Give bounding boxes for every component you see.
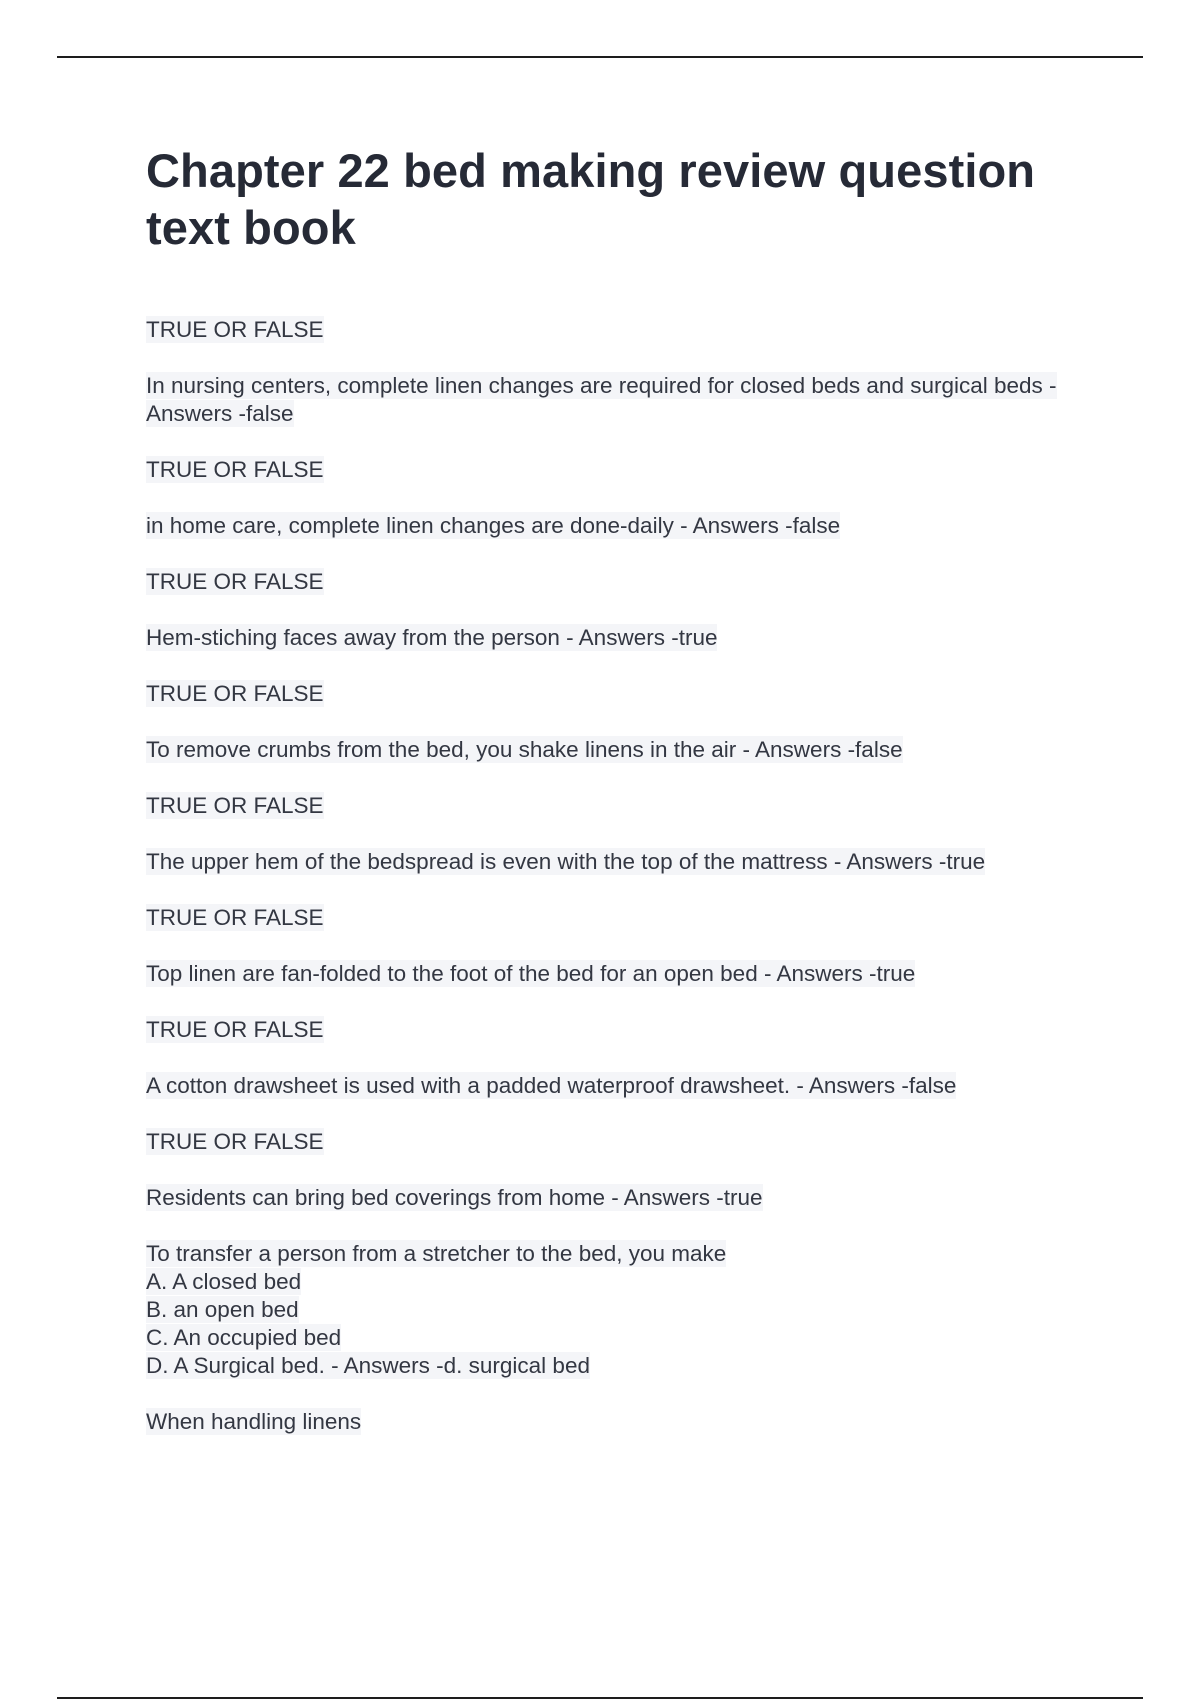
multiple-choice-text: To transfer a person from a stretcher to the bed, you make A. A closed bed B. an open bed C. An occupied bed D. A Surgical bed. - Answers -d. surgical bed [146,1241,727,1378]
question-label [146,792,1076,820]
question-answer-text: In nursing centers, complete linen changes are required for closed beds and surgical beds - Answers -false [146,373,1057,426]
multiple-choice-question [146,1240,1076,1380]
question-label-text: TRUE OR FALSE [146,793,324,818]
bottom-divider [57,1697,1143,1699]
question-label-text: TRUE OR FALSE [146,905,324,930]
question-label [146,456,1076,484]
question-label [146,904,1076,932]
question-answer [146,372,1076,428]
question-answer [146,848,1076,876]
question-prompt [146,1408,1076,1436]
question-label-text: TRUE OR FALSE [146,1129,324,1154]
question-prompt-text: When handling linens [146,1409,362,1434]
question-label-text: TRUE OR FALSE [146,457,324,482]
question-label [146,1016,1076,1044]
document-title: Chapter 22 bed making review question text book [146,144,1036,254]
question-answer-text: To remove crumbs from the bed, you shake linens in the air - Answers -false [146,737,903,762]
question-label-text: TRUE OR FALSE [146,569,324,594]
question-answer [146,512,1076,540]
question-label [146,680,1076,708]
question-label [146,568,1076,596]
question-label [146,316,1076,344]
question-answer-text: Top linen are fan-folded to the foot of the bed for an open bed - Answers -true [146,961,916,986]
question-label-text: TRUE OR FALSE [146,681,324,706]
question-answer [146,1184,1076,1212]
question-answer-text: in home care, complete linen changes are done-daily - Answers -false [146,513,841,538]
question-answer [146,960,1076,988]
question-label-text: TRUE OR FALSE [146,317,324,342]
qa-list [146,316,1076,1436]
question-label [146,1128,1076,1156]
question-answer-text: The upper hem of the bedspread is even with the top of the mattress - Answers -true [146,849,986,874]
document-body [146,142,1076,1464]
question-answer [146,736,1076,764]
question-answer-text: A cotton drawsheet is used with a padded waterproof drawsheet. - Answers -false [146,1073,957,1098]
question-answer-text: Residents can bring bed coverings from home - Answers -true [146,1185,763,1210]
question-answer [146,1072,1076,1100]
question-answer-text: Hem-stiching faces away from the person - Answers -true [146,625,718,650]
top-divider [57,56,1143,58]
question-label-text: TRUE OR FALSE [146,1017,324,1042]
question-answer [146,624,1076,652]
